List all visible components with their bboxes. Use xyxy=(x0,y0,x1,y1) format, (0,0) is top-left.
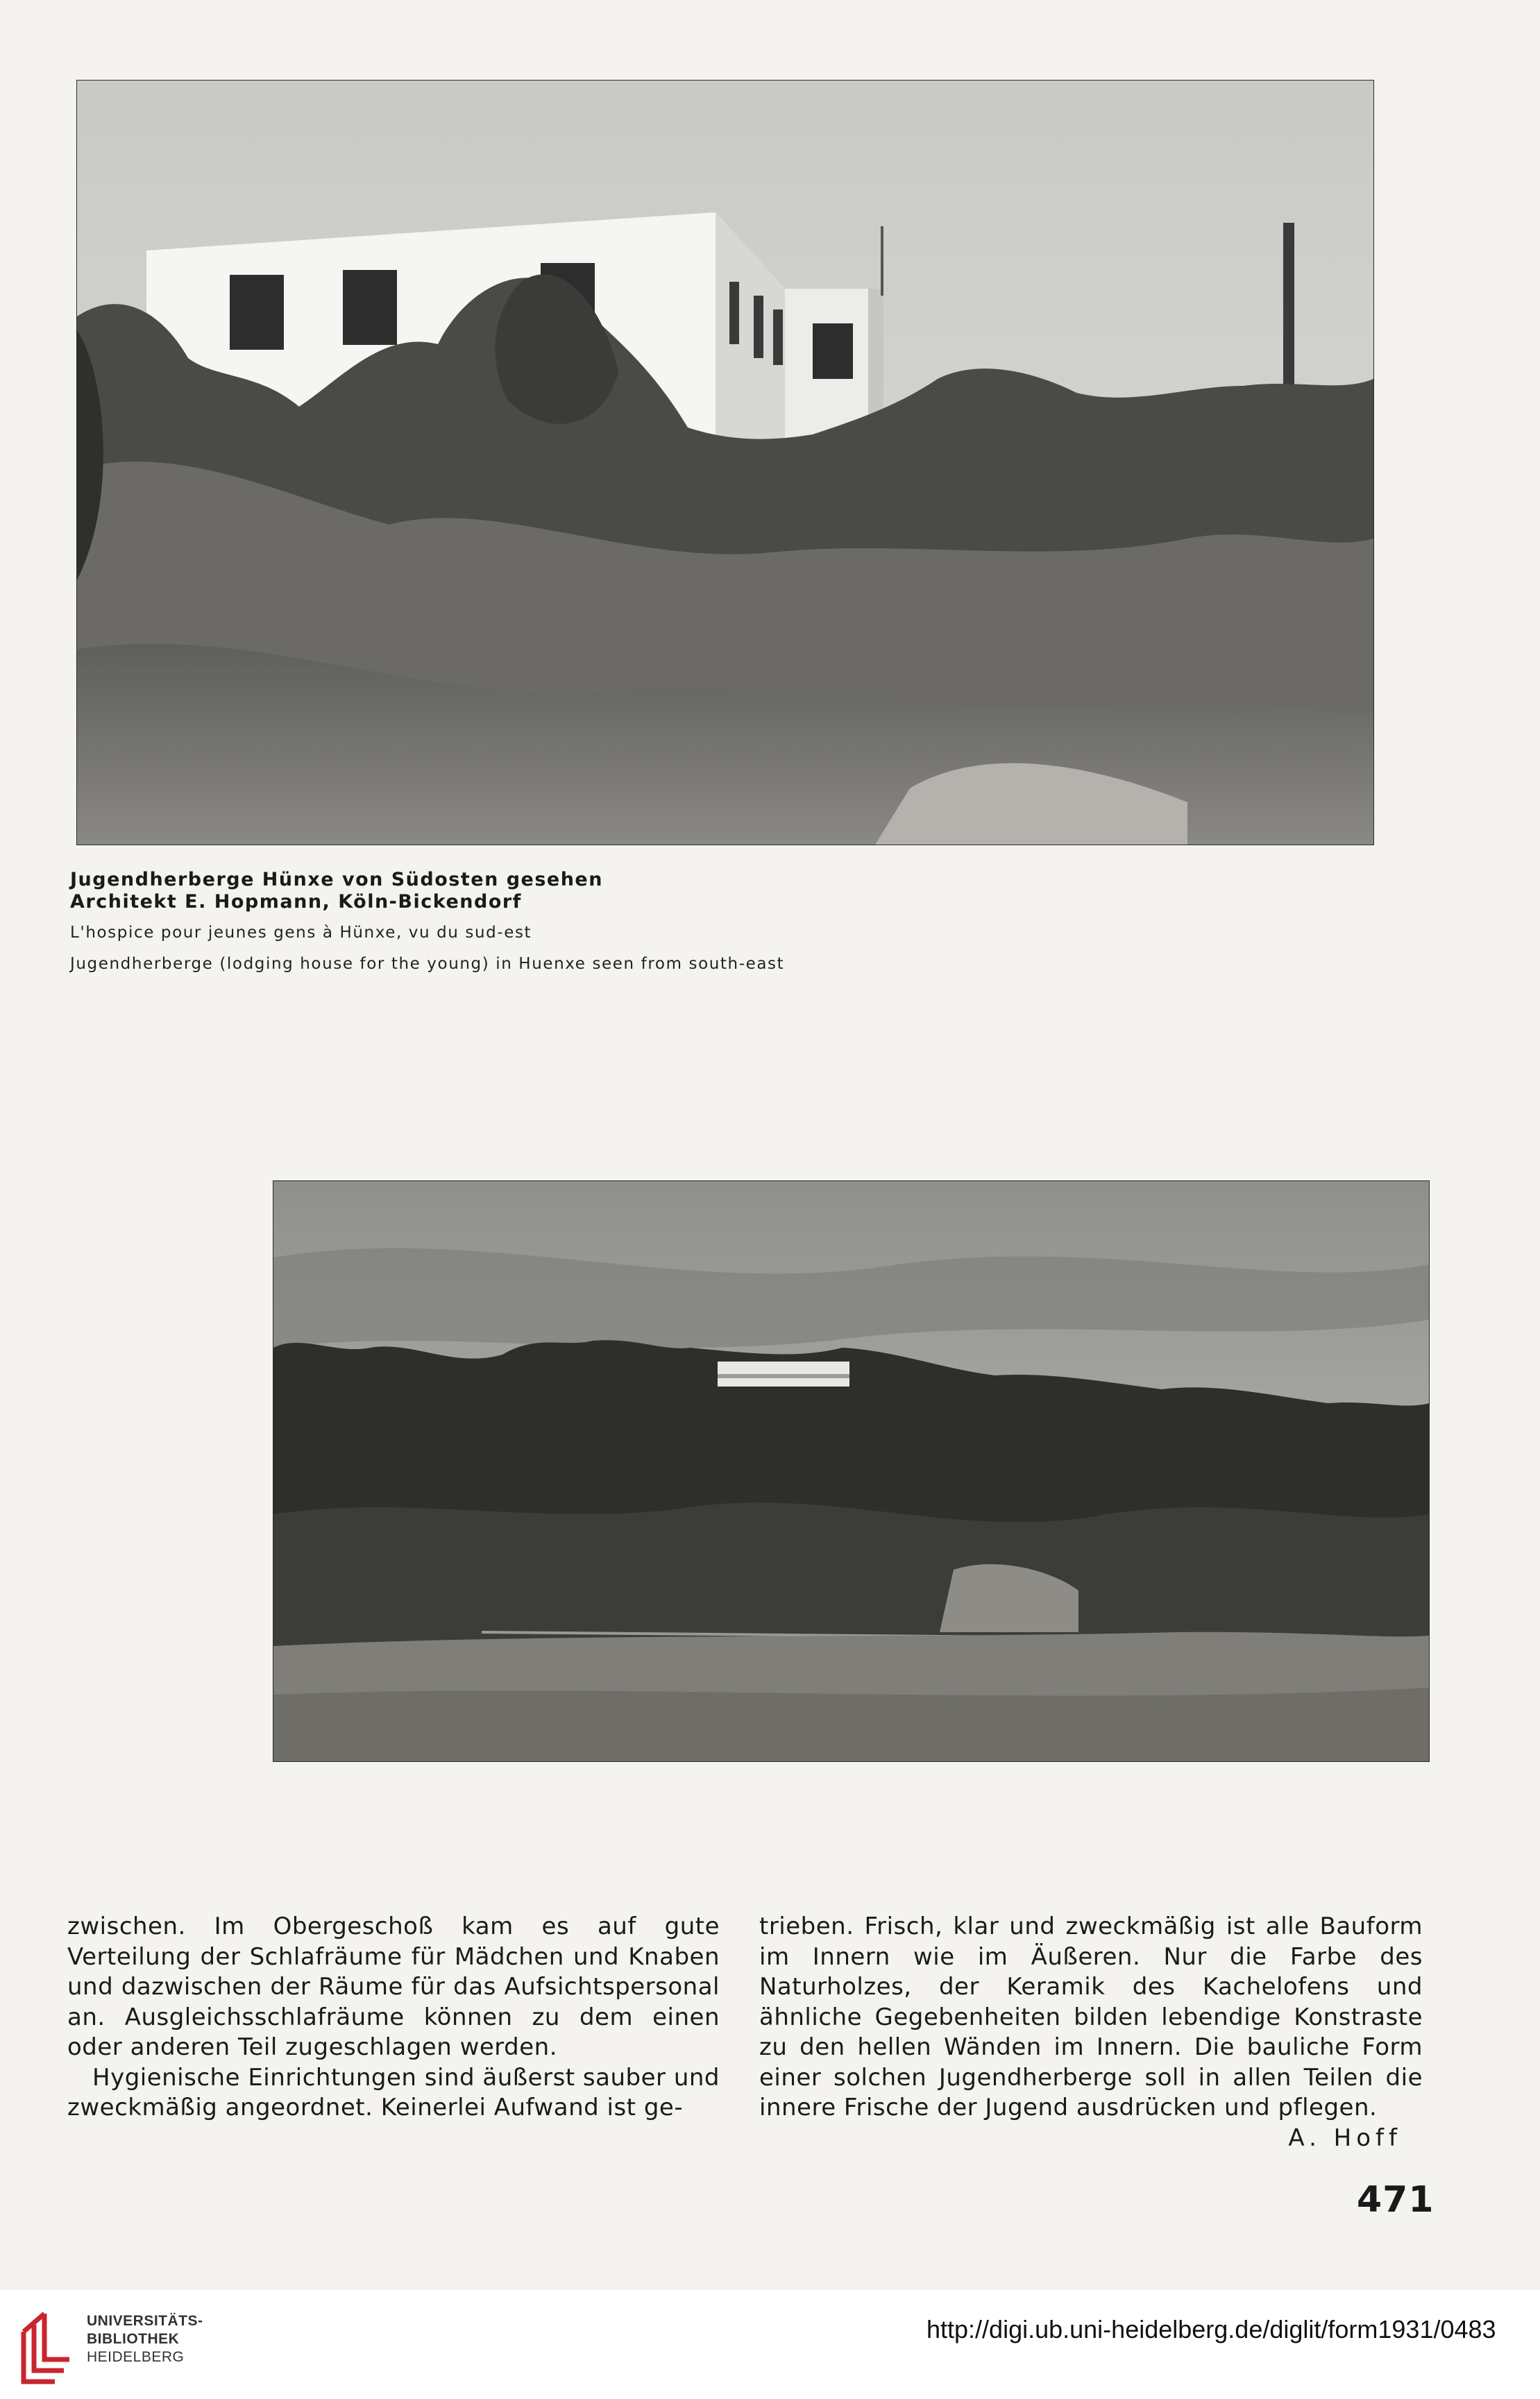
library-name-line: BIBLIOTHEK xyxy=(87,2331,180,2347)
page-number: 471 xyxy=(1357,2179,1435,2221)
author-signature: A. Hoff xyxy=(1288,2124,1402,2152)
university-library-logo xyxy=(17,2304,72,2389)
paragraph: zwischen. Im Obergeschoß kam es auf gute Verteilung der Schlafräume für Mädchen und Knaben und dazwischen der Räume für das Aufsichtspersonal an. Ausgleichsschlafräume können zu dem einen oder anderen Teil zugeschlagen werden. xyxy=(67,1913,720,2061)
permalink-url[interactable]: http://digi.ub.uni-heidelberg.de/diglit/form1931/0483 xyxy=(926,2315,1496,2343)
photo-caption xyxy=(70,869,972,980)
paragraph xyxy=(759,1912,1423,2152)
text-column-left xyxy=(67,1912,720,2124)
library-name-line: UNIVERSITÄTS- xyxy=(87,2313,203,2329)
paragraph-text: trieben. Frisch, klar und zweckmäßig ist alle Bauform im Innern wie im Äußeren. Nur die Farbe des Naturholzes, der Keramik des Kachelofens und ähnliche Gegebenheiten bilden lebendige Konstraste zu den hellen Wänden im Innern. Die bauliche Form einer solchen Jugendherberge soll in allen Teilen die innere Frische der Jugend ausdrücken und pflegen. xyxy=(759,1913,1423,2121)
caption-french: L'hospice pour jeunes gens à Hünxe, vu du sud-est xyxy=(70,924,532,942)
paragraph: Hygienische Einrichtungen sind äußerst sauber und zweckmäßig angeordnet. Keinerlei Aufwand ist ge- xyxy=(67,2063,720,2121)
caption-title: Jugendherberge Hünxe von Südosten gesehen xyxy=(70,869,603,890)
photo-landscape-hill xyxy=(273,1180,1430,1762)
caption-english: Jugendherberge (lodging house for the young) in Huenxe seen from south-east xyxy=(70,955,785,973)
text-column-right xyxy=(759,1912,1423,2153)
photo-building-southeast xyxy=(76,80,1374,845)
caption-architect: Architekt E. Hopmann, Köln-Bickendorf xyxy=(70,891,522,913)
digitization-footer xyxy=(0,2290,1540,2399)
library-name-line: HEIDELBERG xyxy=(87,2349,185,2365)
library-name xyxy=(87,2312,203,2366)
